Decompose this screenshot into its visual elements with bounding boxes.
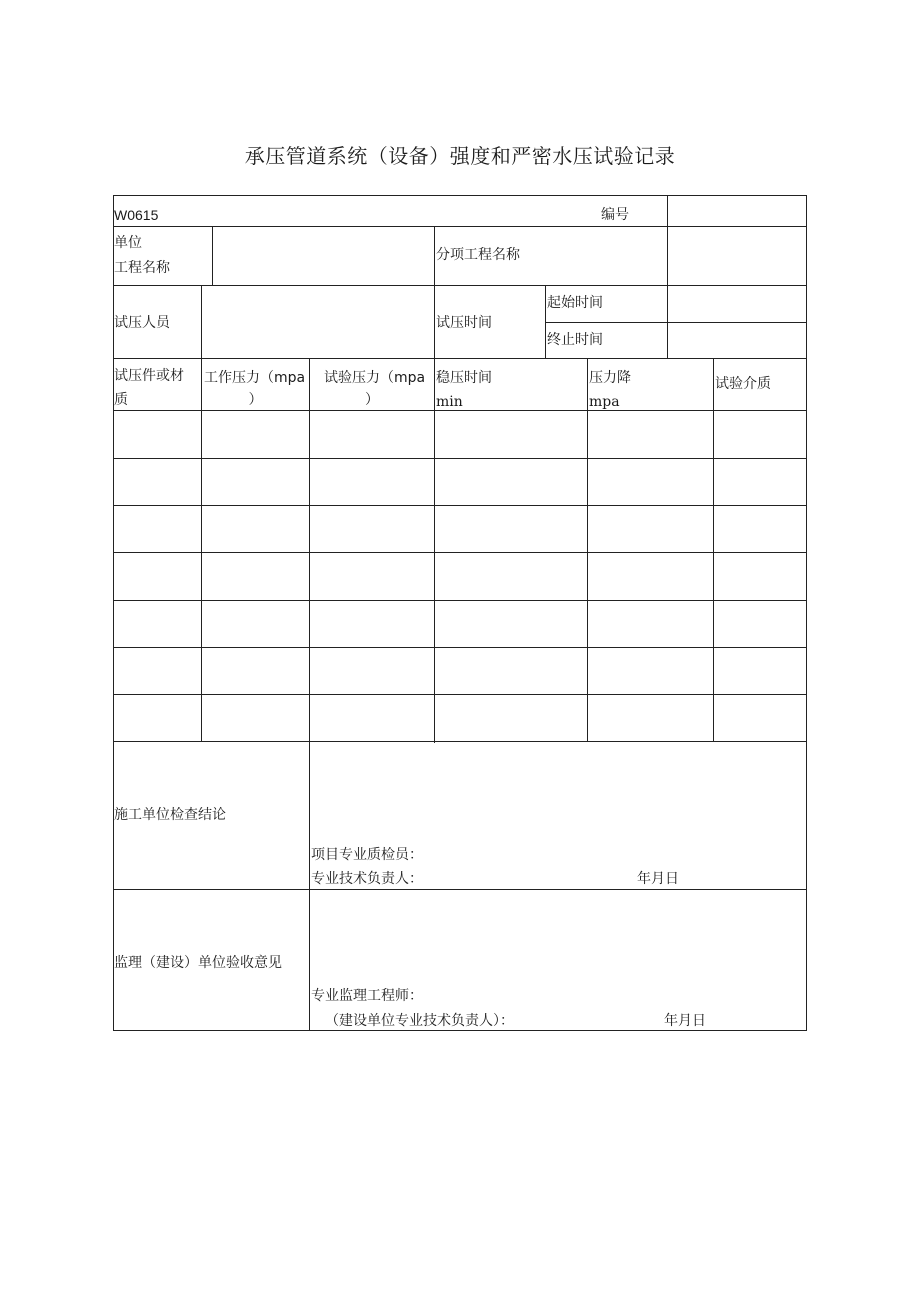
col-pressure-drop-line2: mpa	[589, 394, 620, 410]
col-material-line1: 试压件或材	[114, 368, 184, 384]
table-line	[713, 358, 714, 742]
col-hold-time-line2: min	[436, 394, 463, 410]
table-line	[434, 226, 435, 743]
table-line	[113, 458, 807, 459]
test-time-label: 试压时间	[436, 315, 492, 331]
construction-date-label: 年月日	[637, 871, 679, 887]
table-line	[113, 505, 807, 506]
table-line	[212, 226, 213, 286]
col-working-pressure-line2: ）	[248, 392, 263, 408]
col-hold-time-line1: 稳压时间	[436, 370, 492, 386]
table-line	[113, 552, 807, 553]
table-line	[113, 741, 807, 742]
col-test-medium: 试验介质	[715, 376, 771, 392]
table-border-right	[806, 195, 807, 1031]
table-line	[113, 358, 807, 359]
table-line	[201, 285, 202, 359]
col-working-pressure-line1: 工作压力（mpa	[204, 370, 306, 386]
table-line	[113, 694, 807, 695]
page-title: 承压管道系统（设备）强度和严密水压试验记录	[244, 144, 676, 168]
unit-label-line2: 工程名称	[114, 260, 170, 276]
supervision-opinion-label: 监理（建设）单位验收意见	[114, 955, 282, 971]
end-time-label: 终止时间	[547, 332, 603, 348]
table-line	[113, 285, 807, 286]
table-line	[113, 226, 807, 227]
table-line	[587, 358, 588, 742]
col-material-line2: 质	[114, 392, 128, 408]
supervision-date-label: 年月日	[664, 1013, 706, 1029]
col-test-pressure-line2: ）	[365, 392, 379, 408]
table-line	[545, 285, 546, 359]
table-line	[113, 889, 807, 890]
table-line	[201, 358, 202, 742]
col-pressure-drop-line1: 压力降	[589, 370, 631, 386]
table-line	[113, 600, 807, 601]
table-line	[309, 358, 310, 1031]
supervision-engineer-label: 专业监理工程师：	[311, 988, 423, 1004]
owner-tech-lead-label: （建设单位专业技术负责人）：	[325, 1013, 514, 1029]
construction-conclusion-label: 施工单位检查结论	[114, 807, 226, 823]
tester-label: 试压人员	[114, 315, 170, 331]
table-line	[113, 647, 807, 648]
quality-inspector-label: 项目专业质检员：	[311, 847, 423, 863]
form-code: W0615	[114, 207, 159, 223]
number-label: 编号	[601, 207, 629, 223]
start-time-label: 起始时间	[547, 295, 603, 311]
table-line	[667, 195, 668, 359]
table-line	[545, 322, 807, 323]
col-test-pressure-line1: 试验压力（mpa	[324, 370, 426, 386]
subproject-label: 分项工程名称	[436, 247, 520, 263]
unit-label-line1: 单位	[114, 235, 142, 251]
tech-lead-label: 专业技术负责人：	[311, 871, 423, 887]
table-border-top	[113, 195, 807, 196]
